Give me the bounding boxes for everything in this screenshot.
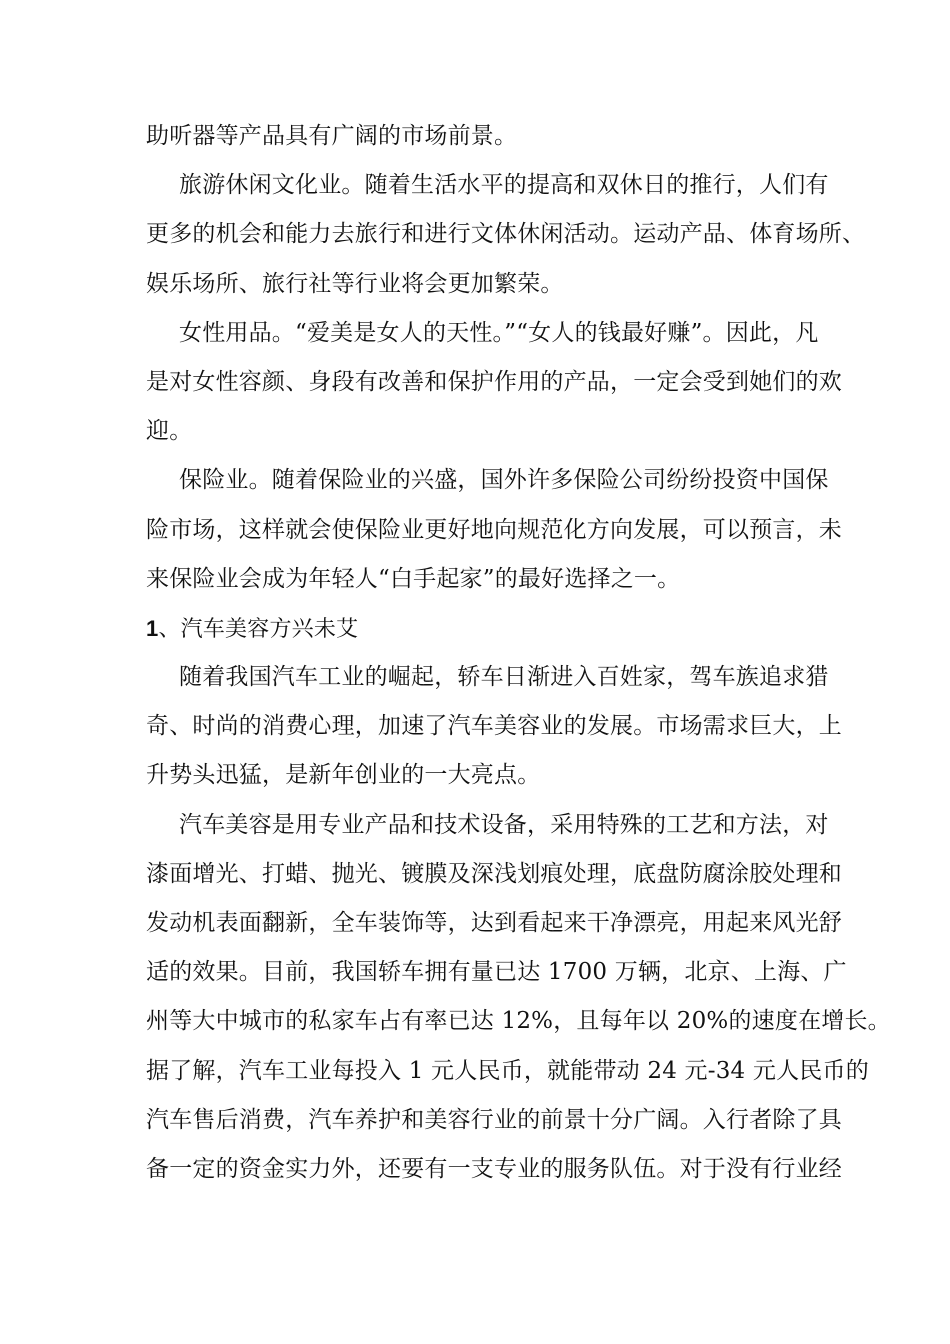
text-line: 险市场，这样就会使保险业更好地向规范化方向发展，可以预言，未 bbox=[146, 516, 842, 543]
text-line: 备一定的资金实力外，还要有一支专业的服务队伍。对于没有行业经 bbox=[146, 1155, 842, 1182]
text-line: 发动机表面翻新，全车装饰等，达到看起来干净漂亮，用起来风光舒 bbox=[146, 910, 842, 936]
text-line: 更多的机会和能力去旅行和进行文体休闲活动。运动产品、体育场所、 bbox=[146, 221, 866, 248]
document-body bbox=[146, 112, 891, 1194]
text-line: 州等大中城市的私家车占有率已达 12%，且每年以 20%的速度在增长。 bbox=[146, 1008, 891, 1035]
text-line: 奇、时尚的消费心理，加速了汽车美容业的发展。市场需求巨大，上 bbox=[146, 713, 842, 740]
section-heading-number: 1 bbox=[146, 615, 159, 641]
text-line: 漆面增光、打蜡、抛光、镀膜及深浅划痕处理，底盘防腐涂胶处理和 bbox=[146, 860, 842, 887]
text-line: 来保险业会成为年轻人“白手起家”的最好选择之一。 bbox=[146, 565, 681, 592]
text-line: 迎。 bbox=[146, 418, 193, 445]
text-line: 娱乐场所、旅行社等行业将会更加繁荣。 bbox=[146, 270, 564, 297]
paragraph-start-insurance: 保险业。随着保险业的兴盛，国外许多保险公司纷纷投资中国保 bbox=[179, 467, 829, 494]
paragraph-start-tourism: 旅游休闲文化业。随着生活水平的提高和双休日的推行，人们有 bbox=[179, 172, 829, 199]
paragraph-start-women-products: 女性用品。“爱美是女人的天性。”“女人的钱最好赚”。因此，凡 bbox=[179, 319, 819, 346]
text-line: 助听器等产品具有广阔的市场前景。 bbox=[146, 123, 518, 149]
text-line: 是对女性容颜、身段有改善和保护作用的产品，一定会受到她们的欢 bbox=[146, 368, 842, 395]
text-line: 汽车售后消费，汽车养护和美容行业的前景十分广阔。入行者除了具 bbox=[146, 1106, 842, 1133]
text-line: 升势头迅猛，是新年创业的一大亮点。 bbox=[146, 762, 541, 789]
text-line: 适的效果。目前，我国轿车拥有量已达 1700 万辆，北京、上海、广 bbox=[146, 959, 847, 986]
paragraph-start-car-beauty: 汽车美容是用专业产品和技术设备，采用特殊的工艺和方法，对 bbox=[179, 811, 829, 838]
section-heading-text: 、汽车美容方兴未艾 bbox=[158, 615, 359, 641]
text-line: 据了解，汽车工业每投入 1 元人民币，就能带动 24 元-34 元人民币的 bbox=[146, 1057, 869, 1084]
section-heading bbox=[146, 604, 826, 653]
paragraph-start-car-industry: 随着我国汽车工业的崛起，轿车日渐进入百姓家，驾车族追求猎 bbox=[179, 664, 829, 691]
